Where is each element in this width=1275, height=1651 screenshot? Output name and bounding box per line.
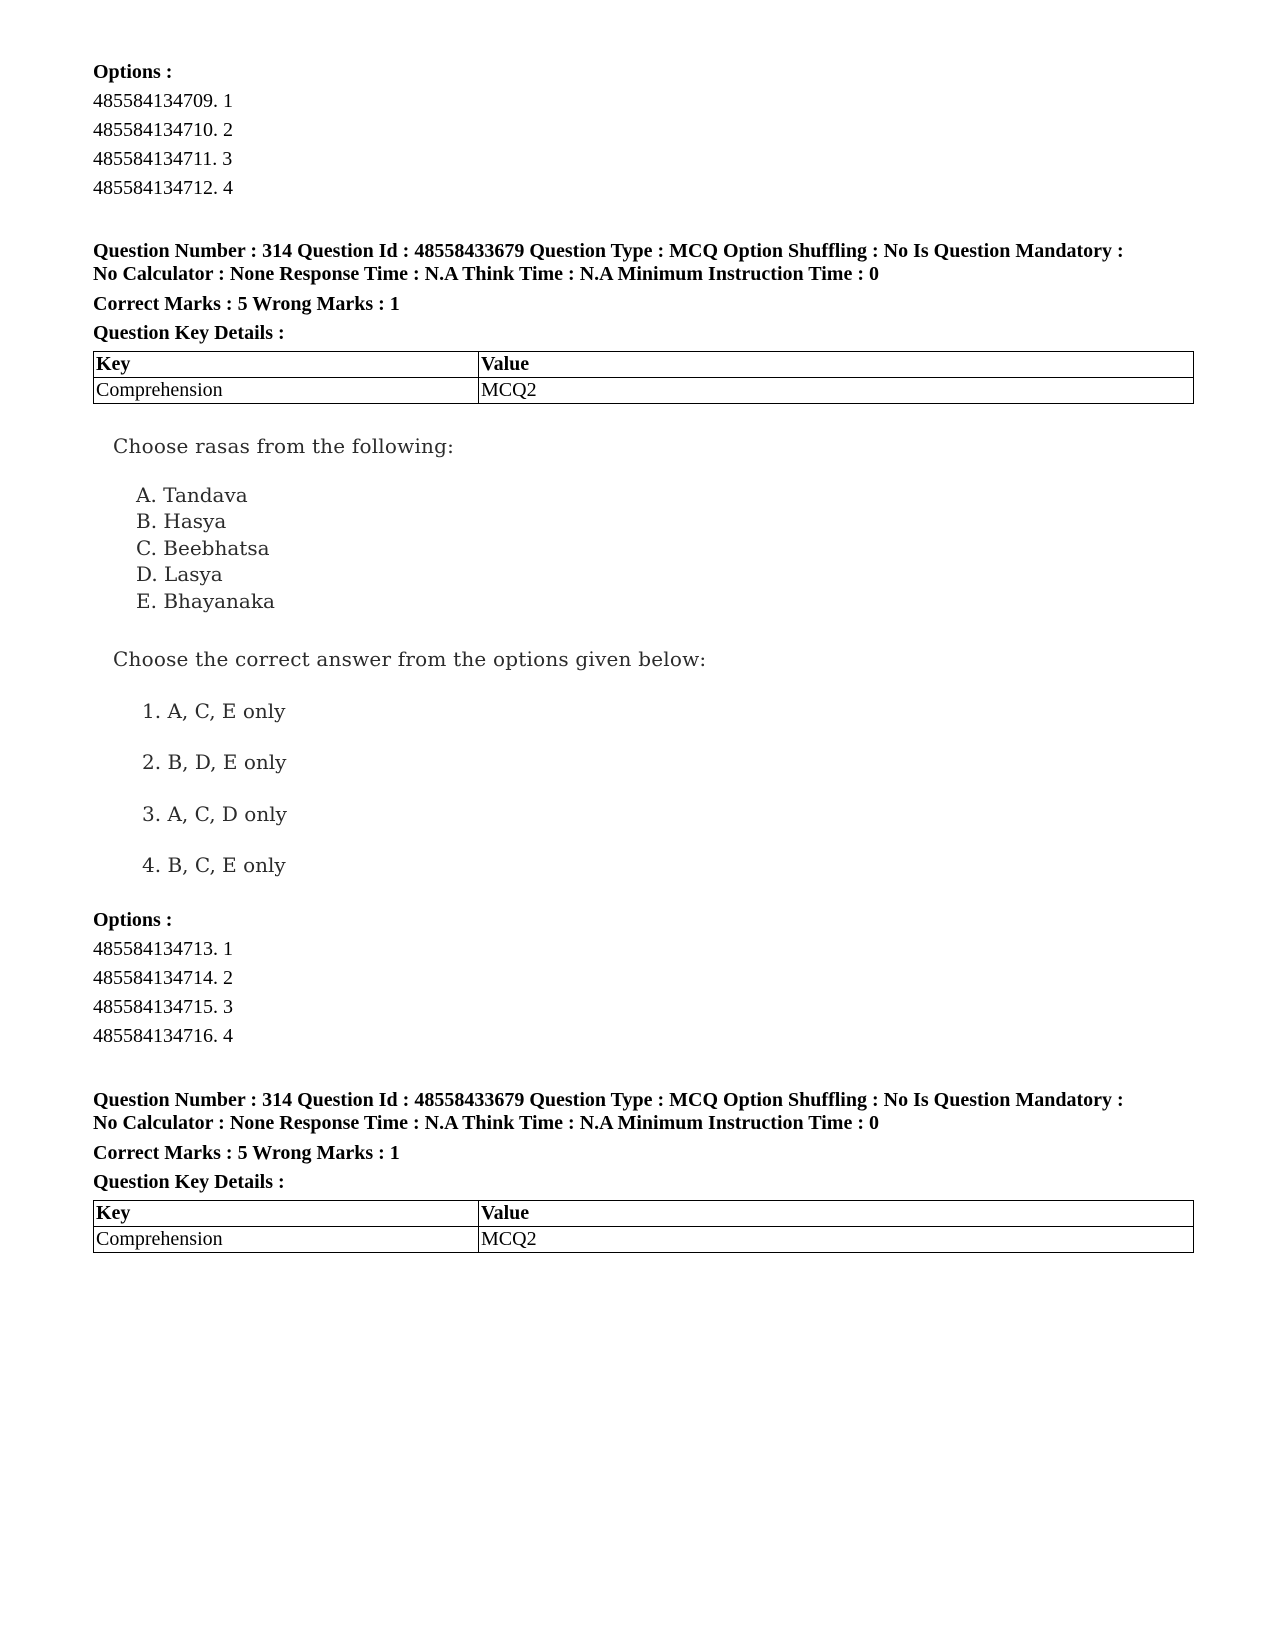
question-stem: Choose rasas from the following:	[113, 434, 455, 458]
choice-item: B. Hasya	[136, 509, 227, 533]
table-cell: MCQ2	[479, 378, 1194, 404]
option-item: 485584134711. 3	[93, 148, 233, 170]
question-header-line: Question Number : 314 Question Id : 48558433679 Question Type : MCQ Option Shuffling : No Is Question Mandatory :	[93, 1089, 1124, 1111]
option-item: 485584134713. 1	[93, 938, 233, 960]
option-item: 485584134712. 4	[93, 177, 233, 199]
answer-item: 1. A, C, E only	[142, 699, 286, 723]
options-block	[93, 906, 233, 1051]
table-header-cell: Key	[94, 352, 479, 378]
option-item: 485584134715. 3	[93, 996, 233, 1018]
choice-item: C. Beebhatsa	[136, 536, 270, 560]
options-heading: Options :	[93, 61, 173, 83]
choice-item: A. Tandava	[136, 483, 248, 507]
choice-item: D. Lasya	[136, 562, 223, 586]
question-instruction: Choose the correct answer from the options given below:	[113, 647, 707, 671]
option-item: 485584134716. 4	[93, 1025, 233, 1047]
table-cell: Comprehension	[94, 1227, 479, 1253]
key-details-label: Question Key Details :	[93, 322, 285, 344]
table-cell: Comprehension	[94, 378, 479, 404]
option-item: 485584134710. 2	[93, 119, 233, 141]
marks-line: Correct Marks : 5 Wrong Marks : 1	[93, 293, 400, 315]
table-cell: MCQ2	[479, 1227, 1194, 1253]
table-header-cell: Value	[479, 1201, 1194, 1227]
options-block	[93, 58, 233, 203]
question-header-line: Question Number : 314 Question Id : 48558433679 Question Type : MCQ Option Shuffling : No Is Question Mandatory :	[93, 240, 1124, 262]
key-details-table	[93, 351, 1194, 404]
question-block	[93, 240, 1193, 404]
marks-line: Correct Marks : 5 Wrong Marks : 1	[93, 1142, 400, 1164]
table-header-cell: Value	[479, 352, 1194, 378]
question-header-line: No Calculator : None Response Time : N.A Think Time : N.A Minimum Instruction Time : 0	[93, 1112, 879, 1134]
table-header-row	[94, 1201, 1194, 1227]
answer-item: 4. B, C, E only	[142, 853, 286, 877]
option-item: 485584134714. 2	[93, 967, 233, 989]
table-header-cell: Key	[94, 1201, 479, 1227]
answer-item: 2. B, D, E only	[142, 750, 287, 774]
question-image	[113, 420, 753, 890]
choice-item: E. Bhayanaka	[136, 589, 275, 613]
option-item: 485584134709. 1	[93, 90, 233, 112]
table-header-row	[94, 352, 1194, 378]
answer-item: 3. A, C, D only	[142, 802, 287, 826]
key-details-label: Question Key Details :	[93, 1171, 285, 1193]
table-row	[94, 1227, 1194, 1253]
options-heading: Options :	[93, 909, 173, 931]
key-details-table	[93, 1200, 1194, 1253]
table-row	[94, 378, 1194, 404]
question-block	[93, 1089, 1193, 1253]
question-header-line: No Calculator : None Response Time : N.A Think Time : N.A Minimum Instruction Time : 0	[93, 263, 879, 285]
